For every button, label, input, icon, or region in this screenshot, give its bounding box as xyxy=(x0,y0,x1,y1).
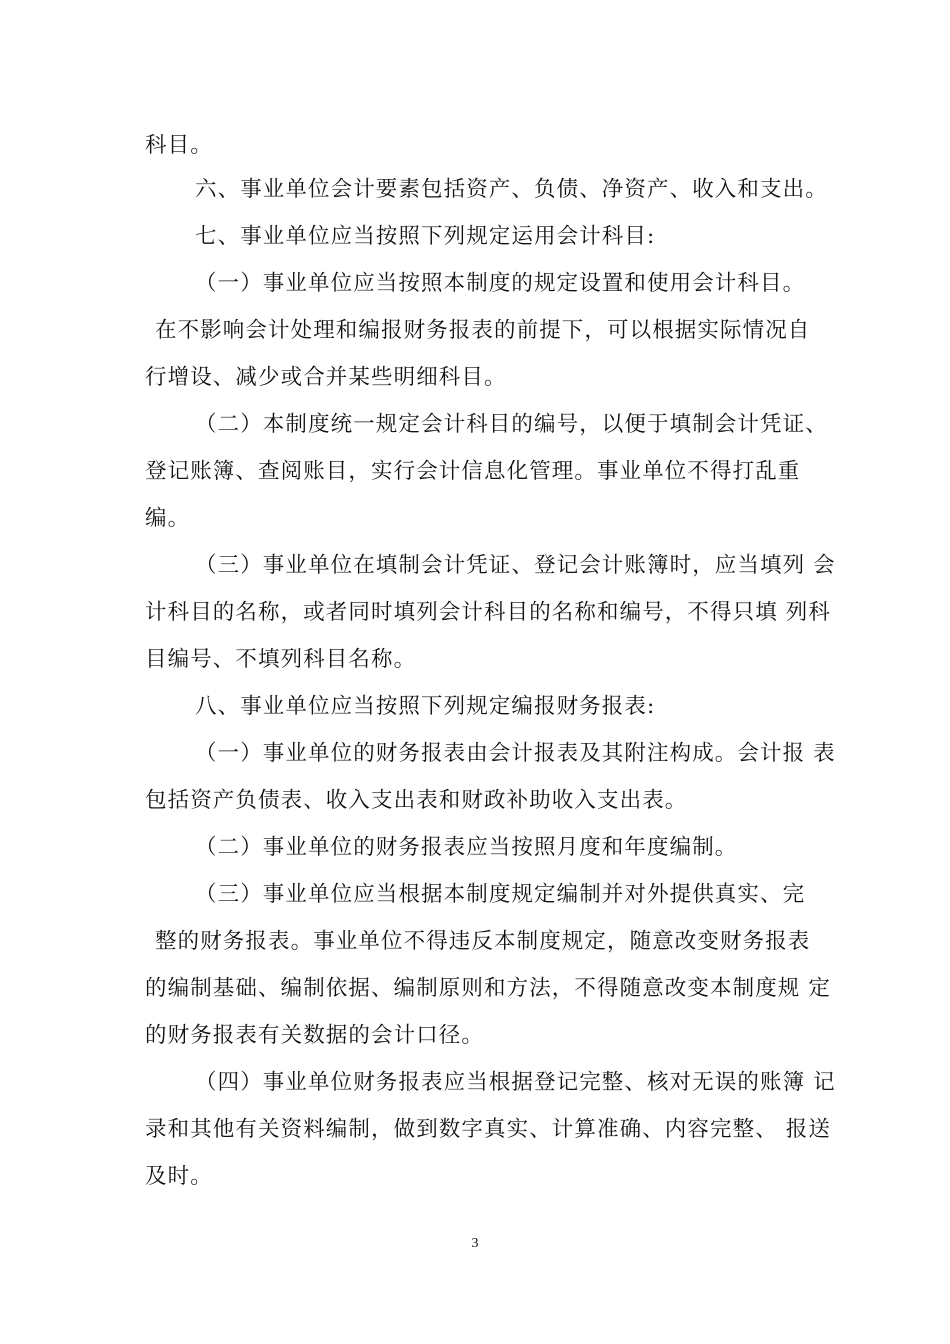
text-line: 及时。 xyxy=(145,1164,213,1189)
text-line: 编。 xyxy=(145,506,191,531)
text-line: （三）事业单位应当根据本制度规定编制并对外提供真实、完 xyxy=(195,882,806,907)
text-line: （四）事业单位财务报表应当根据登记完整、核对无误的账簿 记 xyxy=(195,1070,836,1095)
text-line: 目编号、不填列科目名称。 xyxy=(145,647,417,672)
text-line: 在不影响会计处理和编报财务报表的前提下，可以根据实际情况自 xyxy=(155,318,811,343)
text-line: （一）事业单位应当按照本制度的规定设置和使用会计科目。 xyxy=(195,271,806,296)
page-number: 3 xyxy=(471,1236,479,1251)
text-line: （二）事业单位的财务报表应当按照月度和年度编制。 xyxy=(195,835,738,860)
text-line: 登记账簿、查阅账目，实行会计信息化管理。事业单位不得打乱重 xyxy=(145,459,801,484)
text-line: （二）本制度统一规定会计科目的编号，以便于填制会计凭证、 xyxy=(195,412,828,437)
text-line: 的财务报表有关数据的会计口径。 xyxy=(145,1023,485,1048)
text-line: 整的财务报表。事业单位不得违反本制度规定，随意改变财务报表 xyxy=(155,929,811,954)
text-line: 计科目的名称，或者同时填列会计科目的名称和编号，不得只填 列科 xyxy=(145,600,831,625)
text-line: 八、事业单位应当按照下列规定编报财务报表: xyxy=(195,694,656,719)
text-line: 录和其他有关资料编制，做到数字真实、计算准确、内容完整、 报送 xyxy=(145,1117,831,1142)
text-line: 的编制基础、编制依据、编制原则和方法，不得随意改变本制度规 定 xyxy=(145,976,831,1001)
text-line: 七、事业单位应当按照下列规定运用会计科目: xyxy=(195,224,656,249)
text-line: 行增设、减少或合并某些明细科目。 xyxy=(145,365,507,390)
text-line: （一）事业单位的财务报表由会计报表及其附注构成。会计报 表 xyxy=(195,741,836,766)
text-line: 包括资产负债表、收入支出表和财政补助收入支出表。 xyxy=(145,788,688,813)
text-line: （三）事业单位在填制会计凭证、登记会计账簿时，应当填列 会 xyxy=(195,553,836,578)
text-line: 六、事业单位会计要素包括资产、负债、净资产、收入和支出。 xyxy=(195,177,828,202)
text-line: 科目。 xyxy=(145,133,213,158)
